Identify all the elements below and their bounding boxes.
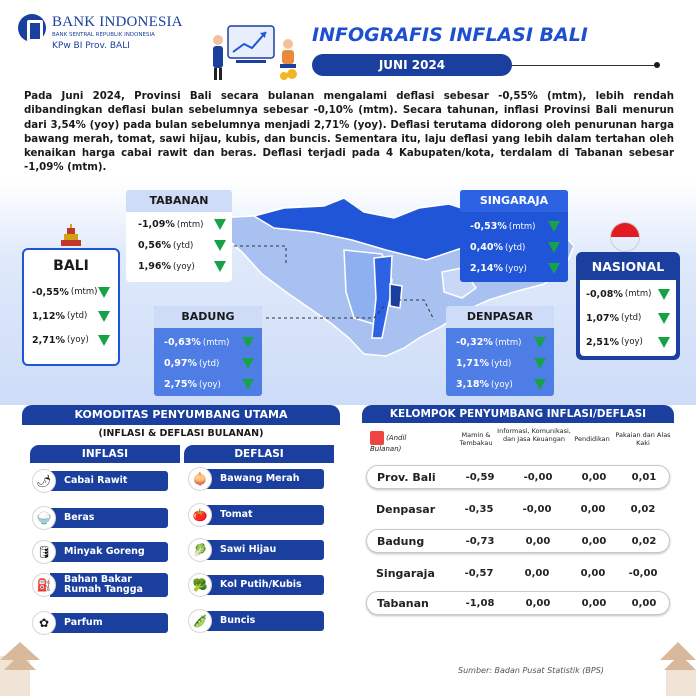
oil-bottle-icon: 🛢 xyxy=(32,540,56,564)
bali-emblem-icon xyxy=(58,224,84,248)
down-arrow-icon xyxy=(548,242,560,253)
bank-logo xyxy=(18,14,183,51)
gas-cylinder-icon: ⛽ xyxy=(32,573,56,597)
tabanan-yoy-row: 1,96% (yoy) xyxy=(138,256,226,277)
badung-ytd-row: 0,97% (ytd) xyxy=(164,353,254,374)
tabanan-mtm-row: -1,09% (mtm) xyxy=(138,214,226,235)
card-singaraja-title: SINGARAJA xyxy=(460,190,568,212)
card-bali-title: BALI xyxy=(53,258,89,274)
deflasi-item: 🫛 Buncis xyxy=(188,609,324,633)
org-name: BANK INDONESIA xyxy=(52,14,183,30)
rice-sack-icon: 🍚 xyxy=(32,506,56,530)
calendar-header: (Andil Bulanan) xyxy=(370,431,426,453)
deflasi-item: 🥦 Kol Putih/Kubis xyxy=(188,573,324,597)
down-arrow-icon xyxy=(98,335,110,346)
card-denpasar-title: DENPASAR xyxy=(446,306,554,328)
down-arrow-icon xyxy=(534,358,546,369)
cabbage-icon: 🥦 xyxy=(188,573,212,597)
intro-paragraph: Pada Juni 2024, Provinsi Bali secara bulanan mengalami deflasi sebesar -0,55% (mtm), lebih rendah dibandingkan deflasi bulan sebelumnya sebesar -0,10% (mtm). Secara tahunan, inflasi Provinsi Bali menurun dari 3,54% (yoy) pada bulan sebelumnya menjadi 2,71% (yoy). Deflasi terutama didorong oleh penurunan harga bawang merah, tomat, sawi hijau, kubis, dan buncis. Sementara itu, laju deflasi yang lebih dalam tertahan oleh kenaikan harga cabai rawit dan beras. Deflasi terjadi pada 4 Kabupaten/kota, terdalam di Tabanan sebesar -1,09% (mtm). xyxy=(24,91,674,174)
table-row: Prov. Bali -0,59 -0,00 0,00 0,01 xyxy=(366,465,670,489)
org-subtitle: BANK SENTRAL REPUBLIK INDONESIA xyxy=(52,32,155,38)
nasional-ytd-row: 1,07% (ytd) xyxy=(586,306,670,330)
bali-yoy-row: 2,71% (yoy) xyxy=(32,328,110,352)
down-arrow-icon xyxy=(242,358,254,369)
card-badung xyxy=(154,306,262,396)
down-arrow-icon xyxy=(214,219,226,230)
card-bali xyxy=(22,248,120,366)
komoditas-subtitle: (INFLASI & DEFLASI BULANAN) xyxy=(98,428,264,439)
badung-mtm-row: -0,63% (mtm) xyxy=(164,332,254,353)
denpasar-ytd-row: 1,71% (ytd) xyxy=(456,353,546,374)
denpasar-yoy-row: 3,18% (yoy) xyxy=(456,374,546,395)
table-row: Badung -0,73 0,00 0,00 0,02 xyxy=(366,529,670,553)
inflasi-header: INFLASI xyxy=(30,445,180,463)
down-arrow-icon xyxy=(98,311,110,322)
denpasar-mtm-row: -0,32% (mtm) xyxy=(456,332,546,353)
down-arrow-icon xyxy=(242,337,254,348)
komoditas-panel xyxy=(22,405,340,655)
deflasi-item: 🧅 Bawang Merah xyxy=(188,467,324,491)
down-arrow-icon xyxy=(98,287,110,298)
singaraja-ytd-row: 0,40% (ytd) xyxy=(470,237,560,258)
inflasi-item: 🛢 Minyak Goreng xyxy=(32,540,168,564)
inflasi-item: 🌶 Cabai Rawit xyxy=(32,469,168,493)
bank-logo-icon xyxy=(18,14,46,42)
inflasi-item: ✿ Parfum xyxy=(32,611,168,635)
badung-yoy-row: 2,75% (yoy) xyxy=(164,374,254,395)
deflasi-header: DEFLASI xyxy=(184,445,334,463)
source-note: Sumber: Badan Pusat Statistik (BPS) xyxy=(458,666,604,675)
down-arrow-icon xyxy=(548,263,560,274)
chili-icon: 🌶 xyxy=(32,469,56,493)
inflasi-item: 🍚 Beras xyxy=(32,506,168,530)
inflasi-item: ⛽ Bahan Bakar Rumah Tangga xyxy=(32,573,168,597)
column-header: Pakaian dan Alas Kaki xyxy=(615,431,671,447)
down-arrow-icon xyxy=(548,221,560,232)
komoditas-title: KOMODITAS PENYUMBANG UTAMA xyxy=(22,405,340,425)
month-bar xyxy=(312,54,660,76)
office-name: KPw BI Prov. BALI xyxy=(52,41,130,51)
bean-icon: 🫛 xyxy=(188,609,212,633)
column-header: Mamin & Tembakau xyxy=(459,431,493,447)
indonesia-flag-icon xyxy=(610,222,640,252)
kelompok-panel xyxy=(362,405,674,655)
deflasi-item: 🍅 Tomat xyxy=(188,503,324,527)
tomato-icon: 🍅 xyxy=(188,503,212,527)
month-label: JUNI 2024 xyxy=(312,54,512,76)
table-row: Singaraja -0,57 0,00 0,00 -0,00 xyxy=(376,567,658,580)
down-arrow-icon xyxy=(658,289,670,300)
deflasi-item: 🥬 Sawi Hijau xyxy=(188,538,324,562)
tabanan-ytd-row: 0,56% (ytd) xyxy=(138,235,226,256)
card-nasional-title: NASIONAL xyxy=(591,259,665,274)
analytics-illustration-icon xyxy=(206,18,302,82)
nasional-yoy-row: 2,51% (yoy) xyxy=(586,330,670,354)
down-arrow-icon xyxy=(214,240,226,251)
table-row: Tabanan -1,08 0,00 0,00 0,00 xyxy=(366,591,670,615)
table-row: Denpasar -0,35 -0,00 0,00 0,02 xyxy=(376,503,656,516)
page-title: INFOGRAFIS INFLASI BALI xyxy=(312,24,588,46)
perfume-icon: ✿ xyxy=(32,611,56,635)
card-tabanan xyxy=(126,190,232,282)
greens-icon: 🥬 xyxy=(188,538,212,562)
singaraja-mtm-row: -0,53% (mtm) xyxy=(470,216,560,237)
singaraja-yoy-row: 2,14% (yoy) xyxy=(470,258,560,279)
down-arrow-icon xyxy=(214,261,226,272)
down-arrow-icon xyxy=(242,379,254,390)
card-singaraja xyxy=(460,190,568,282)
card-tabanan-title: TABANAN xyxy=(126,190,232,212)
column-header: Pendidikan xyxy=(574,435,610,443)
onion-icon: 🧅 xyxy=(188,467,212,491)
down-arrow-icon xyxy=(534,379,546,390)
card-badung-title: BADUNG xyxy=(154,306,262,328)
kelompok-title: KELOMPOK PENYUMBANG INFLASI/DEFLASI xyxy=(362,405,674,423)
down-arrow-icon xyxy=(534,337,546,348)
card-nasional xyxy=(576,252,680,360)
down-arrow-icon xyxy=(658,313,670,324)
card-denpasar xyxy=(446,306,554,396)
down-arrow-icon xyxy=(658,337,670,348)
column-header: Informasi, Komunikasi, dan Jasa Keuangan xyxy=(497,427,571,443)
nasional-mtm-row: -0,08% (mtm) xyxy=(586,282,670,306)
calendar-icon xyxy=(370,431,384,445)
bali-mtm-row: -0,55% (mtm) xyxy=(32,280,110,304)
bali-ytd-row: 1,12% (ytd) xyxy=(32,304,110,328)
